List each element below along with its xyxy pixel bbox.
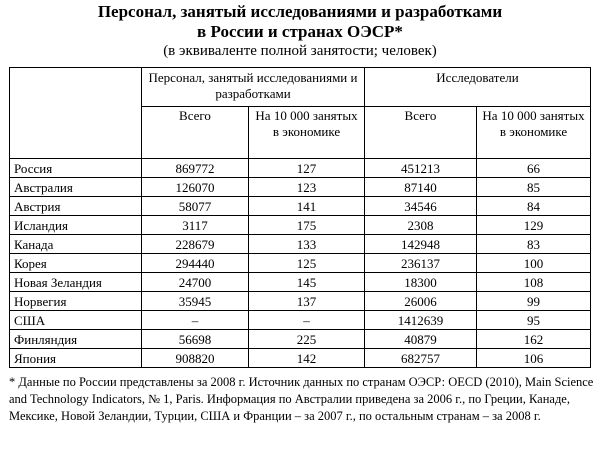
table-row bbox=[10, 330, 591, 349]
personnel-per-cell: – bbox=[249, 311, 365, 330]
table-row bbox=[10, 178, 591, 197]
country-cell: США bbox=[10, 311, 142, 330]
table-row bbox=[10, 197, 591, 216]
researchers-total-cell: 26006 bbox=[365, 292, 477, 311]
personnel-total-cell: – bbox=[142, 311, 249, 330]
header-country-empty bbox=[10, 68, 142, 159]
researchers-per-cell: 99 bbox=[477, 292, 591, 311]
header-researchers-total: Всего bbox=[365, 107, 477, 159]
researchers-per-cell: 95 bbox=[477, 311, 591, 330]
researchers-total-cell: 682757 bbox=[365, 349, 477, 368]
country-cell: Австрия bbox=[10, 197, 142, 216]
group-header-row bbox=[10, 68, 591, 107]
personnel-per-cell: 137 bbox=[249, 292, 365, 311]
data-table bbox=[9, 67, 591, 368]
table-row bbox=[10, 216, 591, 235]
personnel-total-cell: 3117 bbox=[142, 216, 249, 235]
researchers-total-cell: 236137 bbox=[365, 254, 477, 273]
country-cell: Япония bbox=[10, 349, 142, 368]
title-subtitle: (в эквиваленте полной занятости; человек) bbox=[163, 43, 437, 59]
table-row bbox=[10, 311, 591, 330]
personnel-total-cell: 294440 bbox=[142, 254, 249, 273]
researchers-per-cell: 162 bbox=[477, 330, 591, 349]
header-researchers-per-10000: На 10 000 занятых в экономике bbox=[477, 107, 591, 159]
researchers-total-cell: 18300 bbox=[365, 273, 477, 292]
country-cell: Канада bbox=[10, 235, 142, 254]
personnel-total-cell: 24700 bbox=[142, 273, 249, 292]
country-cell: Австралия bbox=[10, 178, 142, 197]
researchers-per-cell: 83 bbox=[477, 235, 591, 254]
personnel-total-cell: 228679 bbox=[142, 235, 249, 254]
country-cell: Норвегия bbox=[10, 292, 142, 311]
personnel-total-cell: 908820 bbox=[142, 349, 249, 368]
table-row bbox=[10, 349, 591, 368]
researchers-total-cell: 451213 bbox=[365, 159, 477, 178]
researchers-per-cell: 106 bbox=[477, 349, 591, 368]
personnel-total-cell: 869772 bbox=[142, 159, 249, 178]
researchers-total-cell: 142948 bbox=[365, 235, 477, 254]
table-row bbox=[10, 159, 591, 178]
researchers-total-cell: 87140 bbox=[365, 178, 477, 197]
researchers-total-cell: 1412639 bbox=[365, 311, 477, 330]
researchers-per-cell: 129 bbox=[477, 216, 591, 235]
header-researchers-group: Исследователи bbox=[365, 68, 591, 107]
country-cell: Исландия bbox=[10, 216, 142, 235]
researchers-per-cell: 100 bbox=[477, 254, 591, 273]
personnel-per-cell: 125 bbox=[249, 254, 365, 273]
title-line-2: в России и странах ОЭСР* bbox=[197, 22, 403, 41]
personnel-per-cell: 123 bbox=[249, 178, 365, 197]
researchers-per-cell: 85 bbox=[477, 178, 591, 197]
researchers-total-cell: 34546 bbox=[365, 197, 477, 216]
header-personnel-group: Персонал, занятый исследованиями и разработками bbox=[142, 68, 365, 107]
country-cell: Финляндия bbox=[10, 330, 142, 349]
researchers-total-cell: 2308 bbox=[365, 216, 477, 235]
personnel-per-cell: 175 bbox=[249, 216, 365, 235]
table-row bbox=[10, 235, 591, 254]
personnel-per-cell: 133 bbox=[249, 235, 365, 254]
personnel-per-cell: 145 bbox=[249, 273, 365, 292]
researchers-per-cell: 84 bbox=[477, 197, 591, 216]
personnel-total-cell: 56698 bbox=[142, 330, 249, 349]
personnel-per-cell: 141 bbox=[249, 197, 365, 216]
country-cell: Корея bbox=[10, 254, 142, 273]
personnel-per-cell: 225 bbox=[249, 330, 365, 349]
researchers-total-cell: 40879 bbox=[365, 330, 477, 349]
researchers-per-cell: 66 bbox=[477, 159, 591, 178]
table-row bbox=[10, 254, 591, 273]
personnel-total-cell: 126070 bbox=[142, 178, 249, 197]
table-body bbox=[10, 159, 591, 368]
personnel-per-cell: 127 bbox=[249, 159, 365, 178]
personnel-total-cell: 35945 bbox=[142, 292, 249, 311]
title-block bbox=[0, 2, 600, 61]
header-personnel-total: Всего bbox=[142, 107, 249, 159]
footnote: * Данные по России представлены за 2008 г. Источник данных по странам ОЭСР: OECD (2010), Main Science and Technology Indicators, № 1, Paris. Информация по Австралии приведена за 2006 г., по Греции, Канаде, Мексике, Новой Зеландии, Турции, США и Франции – за 2007 г., по остальным странам – за 2008 г. bbox=[9, 375, 594, 423]
table-row bbox=[10, 273, 591, 292]
header-personnel-per-10000: На 10 000 занятых в экономике bbox=[249, 107, 365, 159]
table-row bbox=[10, 292, 591, 311]
personnel-total-cell: 58077 bbox=[142, 197, 249, 216]
researchers-per-cell: 108 bbox=[477, 273, 591, 292]
title-line-1: Персонал, занятый исследованиями и разработками bbox=[97, 2, 503, 21]
country-cell: Новая Зеландия bbox=[10, 273, 142, 292]
country-cell: Россия bbox=[10, 159, 142, 178]
personnel-per-cell: 142 bbox=[249, 349, 365, 368]
